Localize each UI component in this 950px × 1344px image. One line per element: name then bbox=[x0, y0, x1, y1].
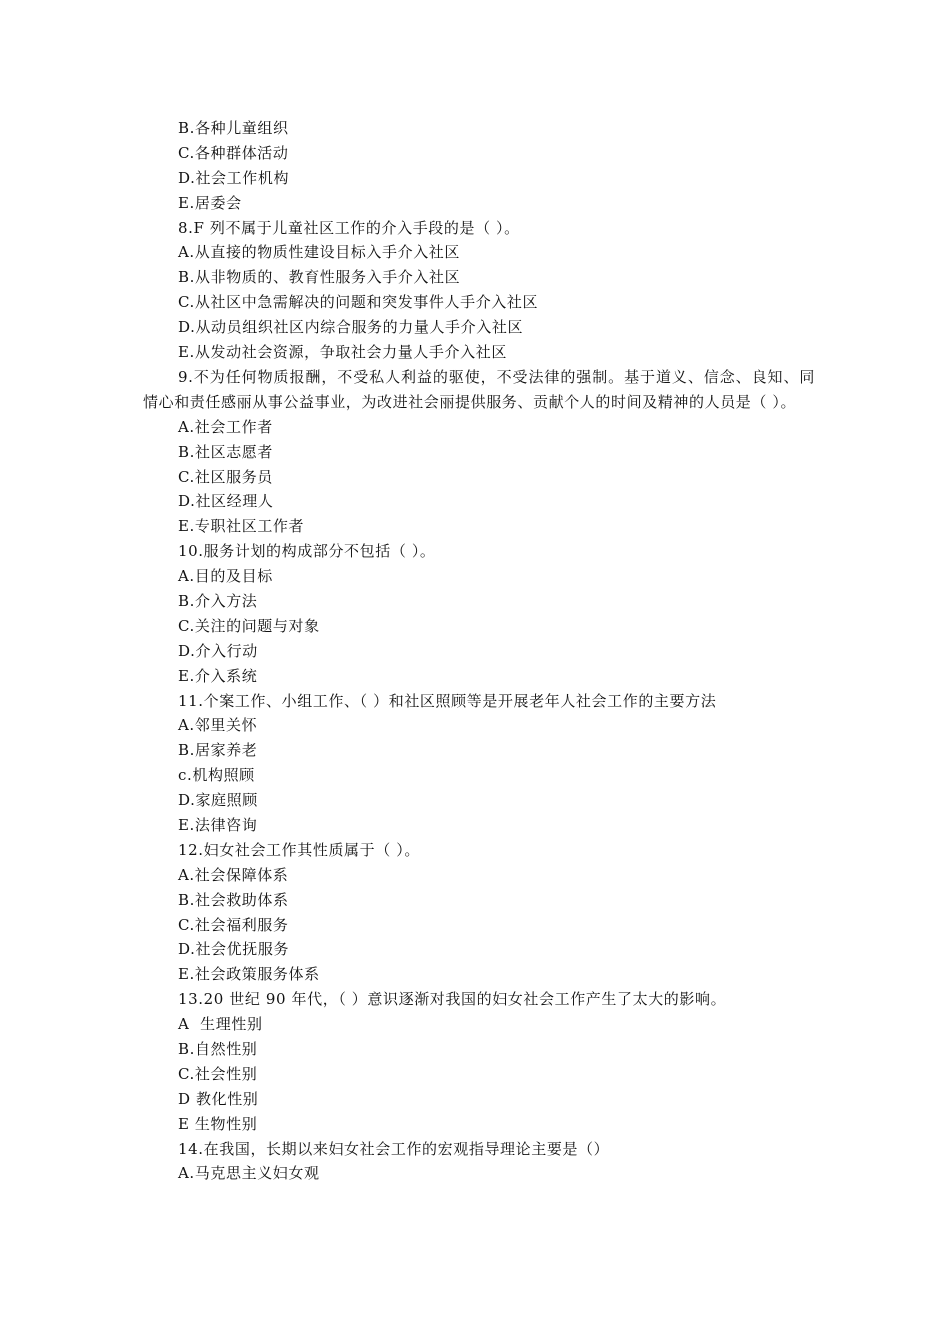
question-8: 8.F 列不属于儿童社区工作的介入手段的是（ ）。 bbox=[178, 218, 520, 237]
option-d-q11: D.家庭照顾 bbox=[178, 791, 258, 810]
question-14: 14.在我国，长期以来妇女社会工作的宏观指导理论主要是（） bbox=[178, 1139, 610, 1158]
option-a-q12: A.社会保障体系 bbox=[178, 865, 289, 884]
option-d-q9: D.社区经理人 bbox=[178, 492, 274, 511]
option-e-q9: E.专职社区工作者 bbox=[178, 517, 305, 536]
option-d-q7: D.社会工作机构 bbox=[178, 168, 290, 187]
question-11: 11.个案工作、小组工作、（ ）和社区照顾等是开展老年人社会工作的主要方法 bbox=[178, 691, 717, 710]
option-e-q11: E.法律咨询 bbox=[178, 815, 258, 834]
option-a-q9: A.社会工作者 bbox=[178, 417, 273, 436]
option-a-q14: A.马克思主义妇女观 bbox=[178, 1164, 320, 1183]
option-c-q11: c.机构照顾 bbox=[178, 766, 255, 785]
question-12: 12.妇女社会工作其性质属于（ ）。 bbox=[178, 840, 420, 859]
option-b-q9: B.社区志愿者 bbox=[178, 442, 273, 461]
option-d-q12: D.社会优抚服务 bbox=[178, 940, 290, 959]
question-9: 9.不为任何物质报酬，不受私人利益的驱使，不受法律的强制。基于道义、信念、良知、同情心和责任感丽从事公益事业，为改进社会丽提供服务、贡献个人的时间及精神的人员是（ ）。 bbox=[143, 367, 815, 411]
question-13: 13.20 世纪 90 年代，（ ）意识逐渐对我国的妇女社会工作产生了太大的影响。 bbox=[178, 990, 727, 1009]
option-b-q7: B.各种儿童组织 bbox=[178, 119, 289, 137]
option-d-q10: D.介入行动 bbox=[178, 641, 258, 660]
option-c-q13: C.社会性别 bbox=[178, 1064, 258, 1083]
option-a-q10: A.目的及目标 bbox=[178, 567, 273, 586]
option-a-q13: A 生理性别 bbox=[178, 1015, 263, 1034]
option-e-q10: E.介入系统 bbox=[178, 666, 258, 685]
option-b-q11: B.居家养老 bbox=[178, 741, 258, 760]
option-c-q8: C.从社区中急需解决的问题和突发事件人手介入社区 bbox=[178, 293, 539, 312]
option-b-q13: B.自然性别 bbox=[178, 1039, 258, 1058]
option-c-q12: C.社会福利服务 bbox=[178, 915, 289, 934]
option-a-q11: A.邻里关怀 bbox=[178, 716, 258, 735]
document-body bbox=[143, 116, 815, 1186]
option-e-q7: E.居委会 bbox=[178, 193, 242, 212]
option-d-q13: D 教化性别 bbox=[178, 1089, 259, 1108]
option-b-q12: B.社会救助体系 bbox=[178, 890, 289, 909]
option-b-q10: B.介入方法 bbox=[178, 591, 258, 610]
option-c-q7: C.各种群体活动 bbox=[178, 143, 289, 162]
option-c-q10: C.关注的问题与对象 bbox=[178, 616, 320, 635]
option-d-q8: D.从动员组织社区内综合服务的力量人手介入社区 bbox=[178, 318, 524, 337]
option-e-q13: E 生物性别 bbox=[178, 1114, 258, 1133]
question-10: 10.服务计划的构成部分不包括（ ）。 bbox=[178, 542, 436, 561]
option-e-q12: E.社会政策服务体系 bbox=[178, 965, 320, 984]
option-b-q8: B.从非物质的、教育性服务入手介入社区 bbox=[178, 268, 461, 287]
option-c-q9: C.社区服务员 bbox=[178, 467, 273, 486]
option-a-q8: A.从直接的物质性建设目标入手介入社区 bbox=[178, 243, 461, 262]
option-e-q8: E.从发动社会资源，争取社会力量人手介入社区 bbox=[178, 343, 507, 362]
